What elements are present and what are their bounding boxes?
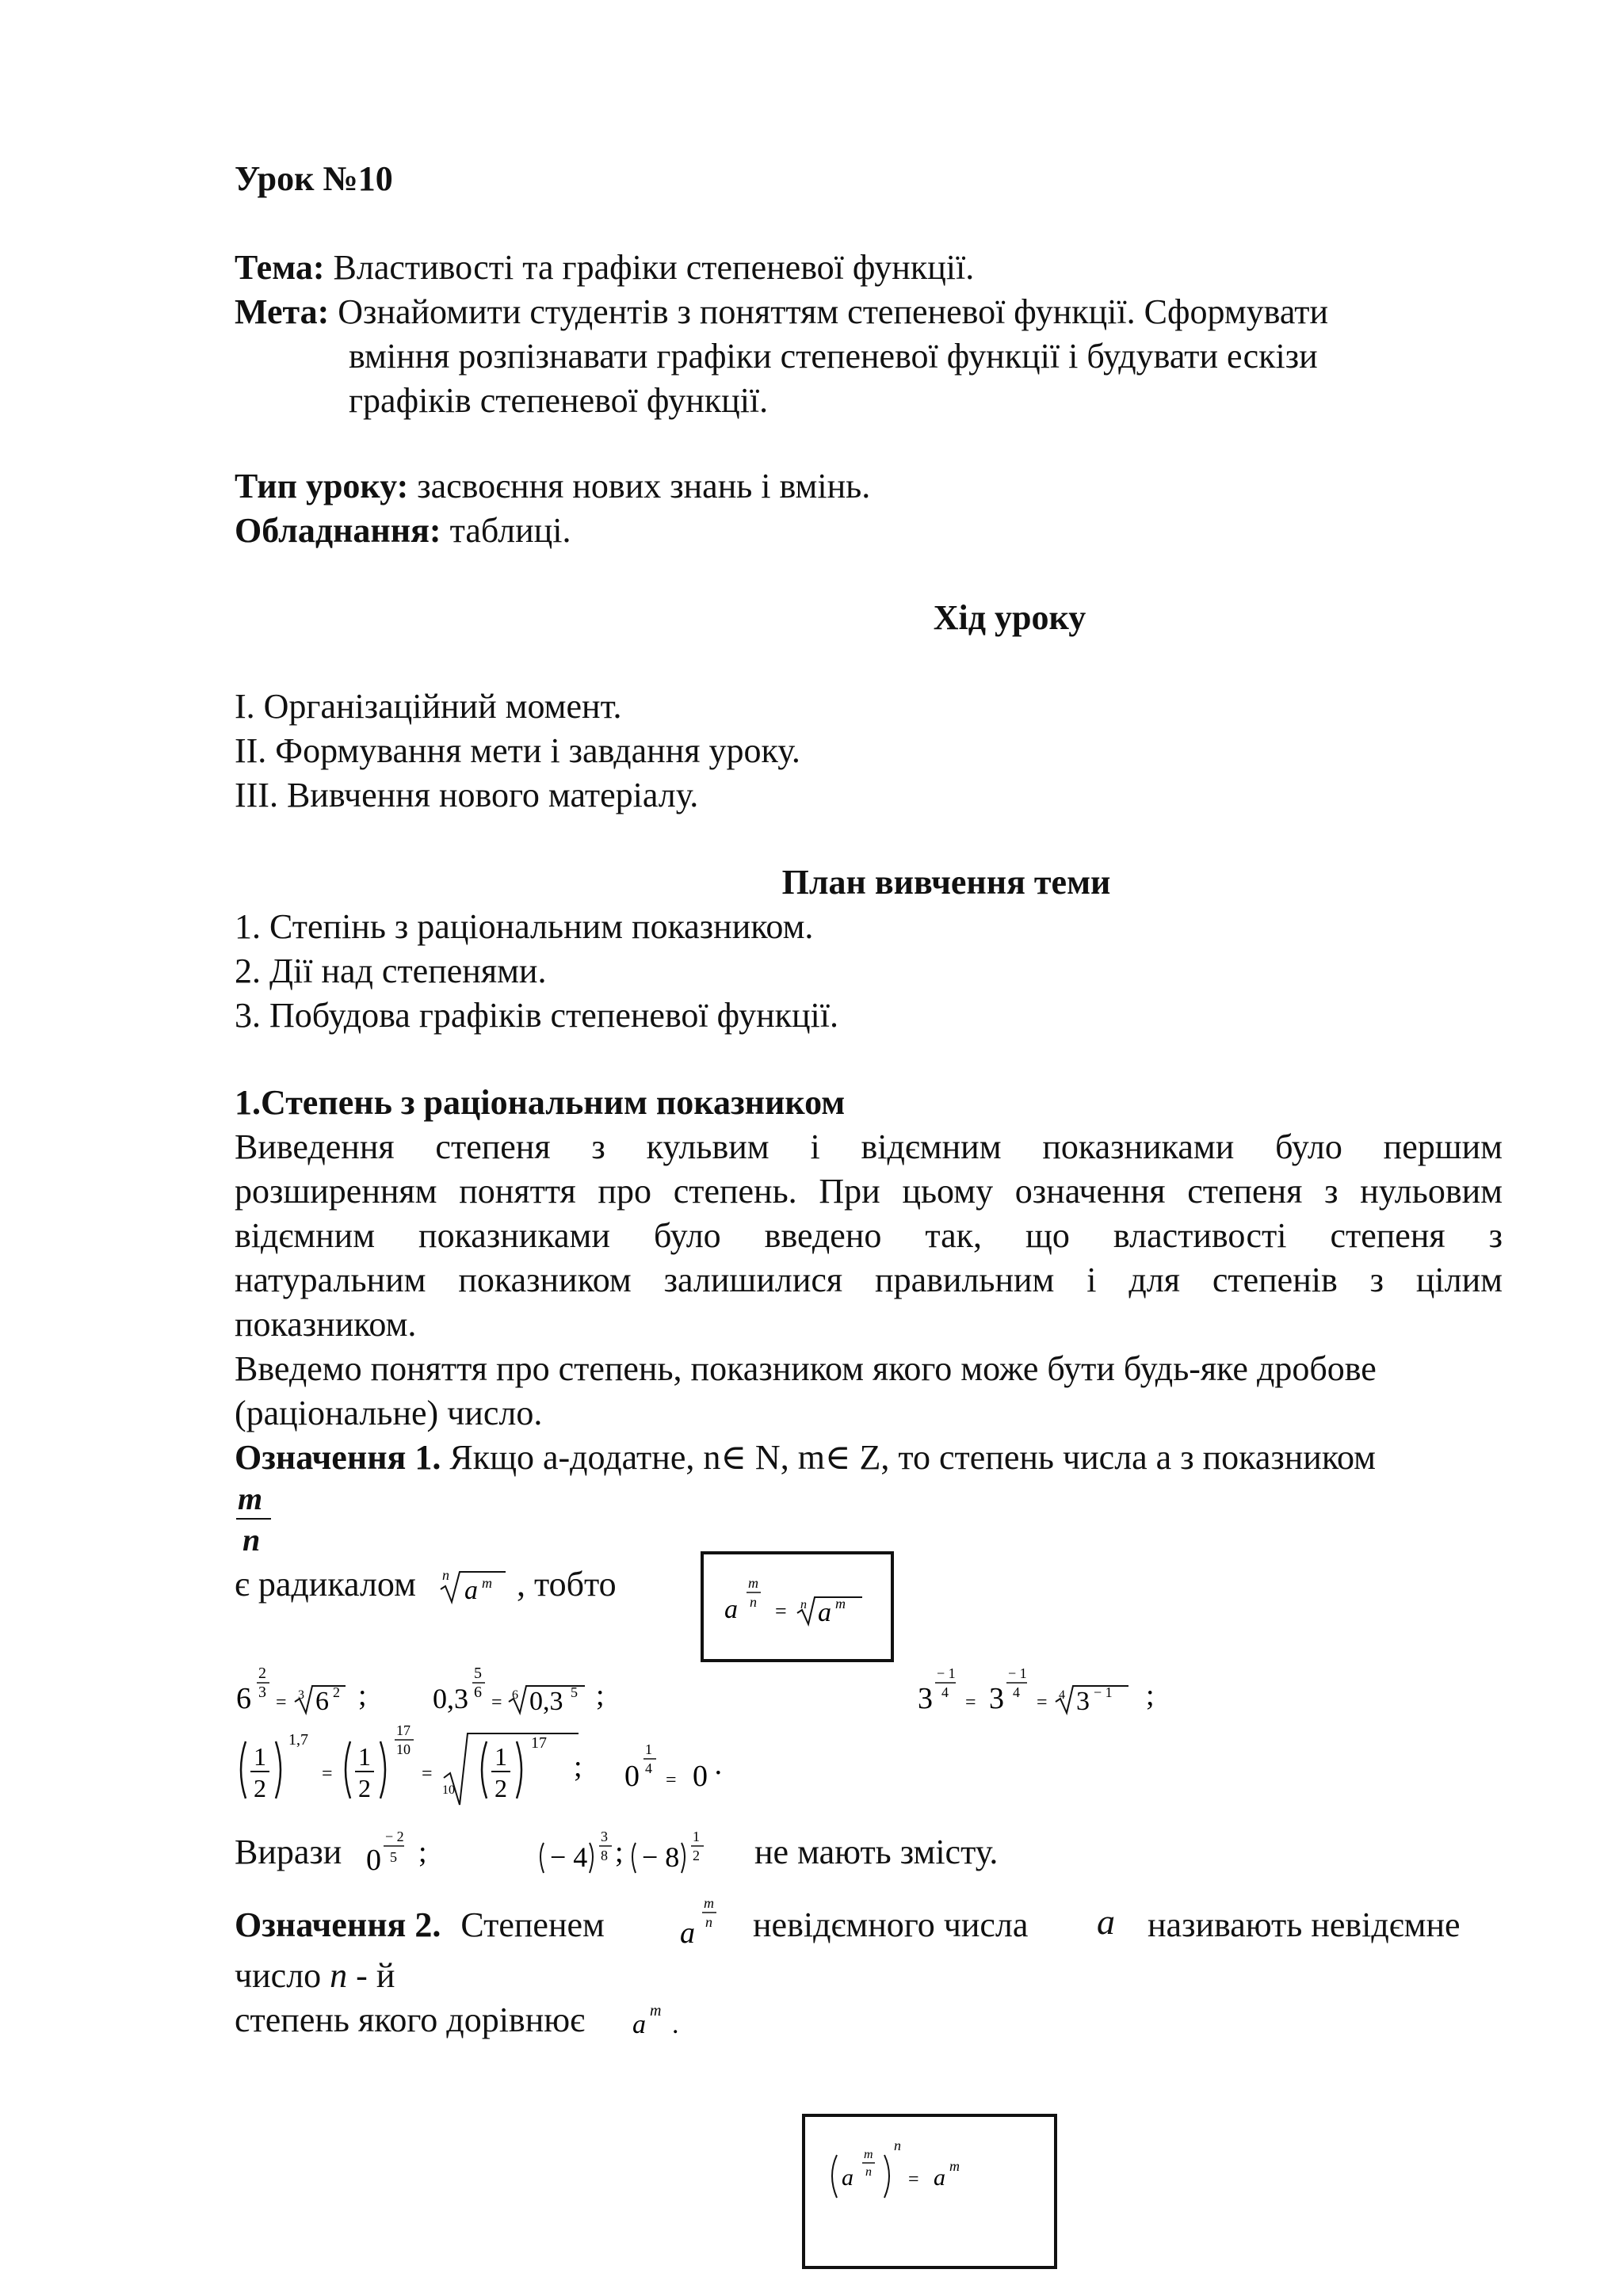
para-1-line-2: розширенням поняття про степень. При цьому означення степеня з нульовим [235,1172,1503,1211]
svg-text:=: = [276,1692,287,1713]
definition-2-text-b: невідємного числа [753,1905,1029,1944]
definition-2-line-2 [235,1954,395,1998]
expressions-undefined [361,1817,758,1881]
svg-text:3: 3 [918,1682,933,1715]
svg-text:a: a [724,1595,738,1624]
svg-text:n: n [865,2165,872,2179]
svg-text:0: 0 [366,1844,381,1877]
svg-text:10: 10 [396,1741,411,1757]
para-2-line-2: (раціональне) число. [235,1394,543,1432]
svg-text:;: ; [418,1836,427,1869]
topic-label: Тема: [235,248,325,287]
svg-text:a: a [680,1917,695,1950]
svg-text:n: n [705,1914,712,1930]
plan-item-1: 1. Степінь з раціональним показником. [235,907,814,946]
radical-line [235,1562,416,1607]
goal-text-1: Ознайомити студентів з поняттям степеневої функції. Сформувати [338,292,1329,331]
formula-a-pow-m-n-pow-n [805,2117,1054,2266]
definition-2-line-1 [235,1903,605,1947]
para-2-line-1: Введемо поняття про степень, показником якого може бути будь-яке дробове [235,1349,1377,1388]
svg-text:5: 5 [390,1849,397,1865]
definition-1-text: Якщо а-додатне, n∈ N, m∈ Z, то степень числа а з показником [449,1438,1377,1477]
svg-text:10: 10 [442,1783,455,1797]
plan-heading: План вивчення теми [781,863,1111,902]
course-step-3: III. Вивчення нового матеріалу. [235,776,699,814]
svg-text:6: 6 [512,1688,518,1702]
definition-2-line-3-text: степень якого дорівнює [235,2000,585,2039]
svg-text:8: 8 [601,1848,608,1863]
svg-text:3: 3 [989,1682,1004,1715]
svg-text:;: ; [358,1679,367,1712]
svg-text:5: 5 [571,1684,578,1700]
svg-text:2: 2 [258,1665,266,1682]
a-pow-m [629,1992,693,2042]
svg-text:− 2: − 2 [385,1829,404,1844]
definition-2-a-pow-m-n [677,1887,732,1955]
topic-line [235,246,974,290]
svg-text:=: = [775,1600,787,1623]
para-1-line-3: відємним показниками було введено так, що властивості степеня з [235,1216,1503,1255]
svg-text:n: n [800,1598,807,1611]
svg-text:a: a [632,2010,646,2039]
definition-2-line-2-b: й [376,1956,395,1995]
svg-text:1: 1 [358,1742,371,1771]
svg-text:6: 6 [315,1687,329,1716]
svg-text:1: 1 [645,1741,652,1757]
equipment-line [235,509,571,553]
svg-text:4: 4 [1013,1684,1020,1700]
definition-2-var-a: a [1097,1901,1115,1942]
svg-text:0: 0 [693,1760,708,1793]
course-heading: Хід уроку [933,598,1086,637]
section-1-heading: 1.Степень з раціональним показником [235,1083,846,1122]
svg-text:·: · [713,1756,724,1790]
definition-1-formula-box [701,1551,894,1662]
svg-text:=: = [666,1770,677,1791]
svg-text:6: 6 [236,1682,251,1715]
svg-text:1,7: 1,7 [288,1731,308,1749]
svg-text:;: ; [574,1750,582,1783]
svg-text:=: = [322,1764,333,1784]
radical-index-n: n [442,1567,449,1583]
example-half-pow-1-7 [235,1721,758,1813]
svg-text:a: a [818,1598,831,1627]
svg-text:3: 3 [601,1829,608,1844]
svg-text:=: = [422,1764,433,1784]
svg-text:2: 2 [333,1684,340,1700]
equipment-label: Обладнання: [235,511,441,550]
svg-text:m: m [864,2148,873,2161]
definition-2-line-2-a: число [235,1956,322,1995]
example-6-pow-2-3 [235,1656,647,1719]
svg-text:4: 4 [645,1760,652,1776]
svg-text:5: 5 [474,1665,482,1682]
formula-a-pow-m-over-n [704,1554,891,1659]
svg-text:2: 2 [495,1774,507,1802]
equipment-text: таблиці. [449,511,571,550]
radicand-exp-m: m [482,1575,492,1591]
radical-prefix: є радикалом [235,1565,416,1604]
svg-text:4: 4 [1059,1688,1065,1702]
svg-text:− 4: − 4 [550,1841,588,1873]
svg-text:3: 3 [1076,1687,1090,1716]
definition-1-label: Означення 1. [235,1438,441,1477]
plan-item-3: 3. Побудова графіків степеневої функції. [235,996,838,1035]
definition-2-formula-box [802,2114,1057,2269]
svg-text:− 1: − 1 [937,1665,956,1681]
topic-text: Властивості та графіки степеневої функції. [333,248,975,287]
svg-text:n: n [750,1594,757,1610]
course-step-2: II. Формування мети і завдання уроку. [235,731,800,770]
svg-text:;: ; [596,1679,605,1712]
svg-text:6: 6 [474,1684,482,1701]
example-3-pow-minus-1-4 [916,1656,1186,1719]
svg-text:− 1: − 1 [1008,1665,1027,1681]
svg-text:1: 1 [254,1742,266,1771]
svg-text:=: = [965,1692,976,1713]
svg-text:m: m [704,1895,714,1911]
svg-text:3: 3 [298,1688,304,1702]
fraction-n: n [242,1522,261,1558]
lesson-type-label: Тип уроку: [235,467,409,505]
definition-2-label: Означення 2. [235,1905,441,1944]
definition-1 [235,1436,1376,1480]
svg-text:17: 17 [531,1734,547,1752]
definition-2-line-3 [235,1998,585,2042]
svg-text:0,3: 0,3 [433,1683,468,1714]
goal-text-2: вміння розпізнавати графіки степеневої функції і будувати ескізи [349,337,1318,376]
svg-text:3: 3 [258,1684,266,1701]
svg-text:a: a [934,2164,945,2191]
goal-label: Мета: [235,292,330,331]
svg-text:2: 2 [693,1848,700,1863]
svg-text:a: a [842,2164,854,2191]
expressions-tail: не мають змісту. [754,1833,999,1871]
radical-suffix: , тобто [517,1565,617,1604]
svg-text:;: ; [1146,1679,1155,1712]
svg-text:1: 1 [495,1742,507,1771]
definition-2-text-a: Степенем [460,1905,605,1944]
svg-text:=: = [1037,1692,1048,1713]
svg-text:m: m [835,1596,846,1611]
svg-text:;: ; [615,1836,624,1869]
para-1-line-1: Виведення степеня з кульвим і відємним показниками було першим [235,1127,1503,1166]
expressions-label: Вирази [235,1833,342,1871]
goal-text-3: графіків степеневої функції. [349,381,769,420]
svg-text:1: 1 [693,1829,700,1844]
para-1-line-5: показником. [235,1305,417,1344]
radical-nth-root-a-m [437,1562,509,1610]
svg-text:m: m [650,2002,662,2019]
svg-text:2: 2 [254,1774,266,1802]
lesson-title: Урок №10 [235,159,393,198]
definition-2-line-2-var: n - [330,1956,368,1995]
fraction-m: m [238,1481,263,1516]
lesson-type-line [235,464,870,509]
svg-text:2: 2 [358,1774,371,1802]
goal-line [235,290,1328,334]
radicand-a: a [464,1576,478,1605]
svg-text:m: m [949,2158,960,2174]
svg-text:n: n [894,2138,901,2153]
lesson-type-text: засвоєння нових знань і вмінь. [417,467,871,505]
plan-item-2: 2. Дії над степенями. [235,952,547,990]
svg-text:− 1: − 1 [1094,1684,1113,1700]
fraction-bar [236,1518,271,1520]
svg-text:− 8: − 8 [642,1841,680,1873]
course-step-1: I. Організаційний момент. [235,687,622,726]
svg-text:.: . [672,2010,679,2039]
svg-text:17: 17 [396,1722,411,1738]
svg-text:4: 4 [941,1684,949,1700]
svg-text:0,3: 0,3 [529,1687,563,1716]
definition-2-text-c: називають невідємне [1148,1905,1461,1944]
svg-text:m: m [748,1575,758,1591]
svg-text:=: = [908,2169,919,2190]
svg-text:0: 0 [624,1760,640,1793]
svg-text:=: = [491,1692,502,1713]
para-1-line-4: натуральним показником залишилися правильним і для степенів з цілим [235,1261,1503,1299]
